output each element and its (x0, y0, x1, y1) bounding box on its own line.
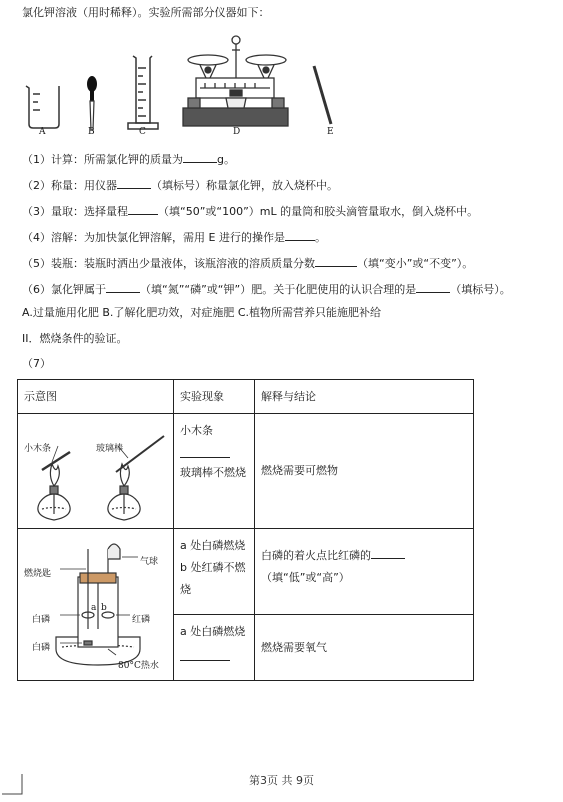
label-wood-stick: 小木条 (24, 444, 52, 454)
graduated-cylinder-icon (128, 56, 158, 129)
label-glass-rod: 玻璃棒 (96, 444, 124, 454)
header-diagram: 示意图 (18, 380, 174, 414)
question-4: （4）溶解：为加快氯化钾溶解，需用 E 进行的操作是 。 (22, 231, 326, 244)
balance-icon (183, 36, 288, 126)
question-2: （2）称量：用仪器 （填标号）称量氯化钾，放入烧杯中。 (22, 179, 338, 192)
header-phenomenon: 实验现象 (174, 380, 255, 414)
answer-blank-5[interactable] (315, 255, 357, 267)
phenomenon-cell-3: a 处白磷燃烧 (174, 615, 255, 681)
conclusion-cell-1: 燃烧需要可燃物 (255, 414, 474, 529)
question-1: （1）计算：所需氯化钾的质量为 g。 (22, 153, 235, 166)
label-a: A (39, 127, 46, 137)
label-point-a: a (91, 603, 97, 613)
label-spoon: 燃烧匙 (24, 569, 52, 579)
label-balloon: 气球 (140, 557, 159, 567)
answer-blank-1[interactable] (183, 151, 217, 163)
diagram-cell-1 (18, 414, 174, 529)
combustible-diagram (18, 414, 173, 528)
label-hot-water: 80°C热水 (118, 661, 159, 671)
options-text: A.过量施用化肥 B.了解化肥功效，对症施肥 C.植物所需营养只能施肥补给 (22, 306, 382, 319)
label-b: B (88, 127, 95, 137)
label-white-phosphorus: 白磷 (32, 615, 51, 625)
beaker-icon (26, 86, 59, 128)
phenomenon-cell-2: a 处白磷燃烧 b 处红磷不燃烧 (174, 529, 255, 615)
answer-blank-4[interactable] (285, 229, 315, 241)
answer-blank-6a[interactable] (106, 281, 140, 293)
question-7-label: （7） (22, 357, 51, 370)
dropper-icon (87, 76, 97, 130)
question-6: （6）氯化钾属于 （填“氮”“磷”或“钾”）肥。关于化肥使用的认识合理的是 （填标号）。 (22, 283, 511, 296)
conclusion-cell-3: 燃烧需要氧气 (255, 615, 474, 681)
label-red-phosphorus: 红磷 (132, 615, 151, 625)
experiment-table (17, 379, 474, 681)
question-5: （5）装瓶：装瓶时洒出少量液体，该瓶溶液的溶质质量分数 （填“变小”或“不变”）。 (22, 257, 474, 270)
label-white-phosphorus-2: 白磷 (32, 643, 51, 653)
label-e: E (327, 127, 334, 137)
phenomenon-blank-1[interactable] (180, 446, 230, 458)
apparatus-figure (0, 22, 563, 162)
label-c: C (139, 127, 146, 137)
intro-text: 氯化钾溶液（用时稀释）。实验所需部分仪器如下： (22, 6, 270, 19)
page-footer: 第3页 共 9页 (249, 774, 314, 787)
conclusion-blank-2[interactable] (371, 547, 405, 559)
phenomenon-blank-3[interactable] (180, 649, 230, 661)
answer-blank-3[interactable] (128, 203, 158, 215)
conclusion-cell-2: 白磷的着火点比红磷的（填“低”或“高”） (255, 529, 474, 615)
header-conclusion: 解释与结论 (255, 380, 474, 414)
label-point-b: b (101, 603, 107, 613)
answer-blank-2[interactable] (117, 177, 151, 189)
diagram-cell-2 (18, 529, 174, 681)
label-d: D (233, 127, 241, 137)
section-2-heading: II．燃烧条件的验证。 (22, 332, 128, 345)
phenomenon-cell-1: 小木条 玻璃棒不燃烧 (174, 414, 255, 529)
question-3: （3）量取：选择量程 （填“50”或“100”）mL 的量筒和胶头滴管量取水，倒入烧杯中。 (22, 205, 479, 218)
answer-blank-6b[interactable] (416, 281, 450, 293)
glass-rod-icon (314, 66, 331, 124)
